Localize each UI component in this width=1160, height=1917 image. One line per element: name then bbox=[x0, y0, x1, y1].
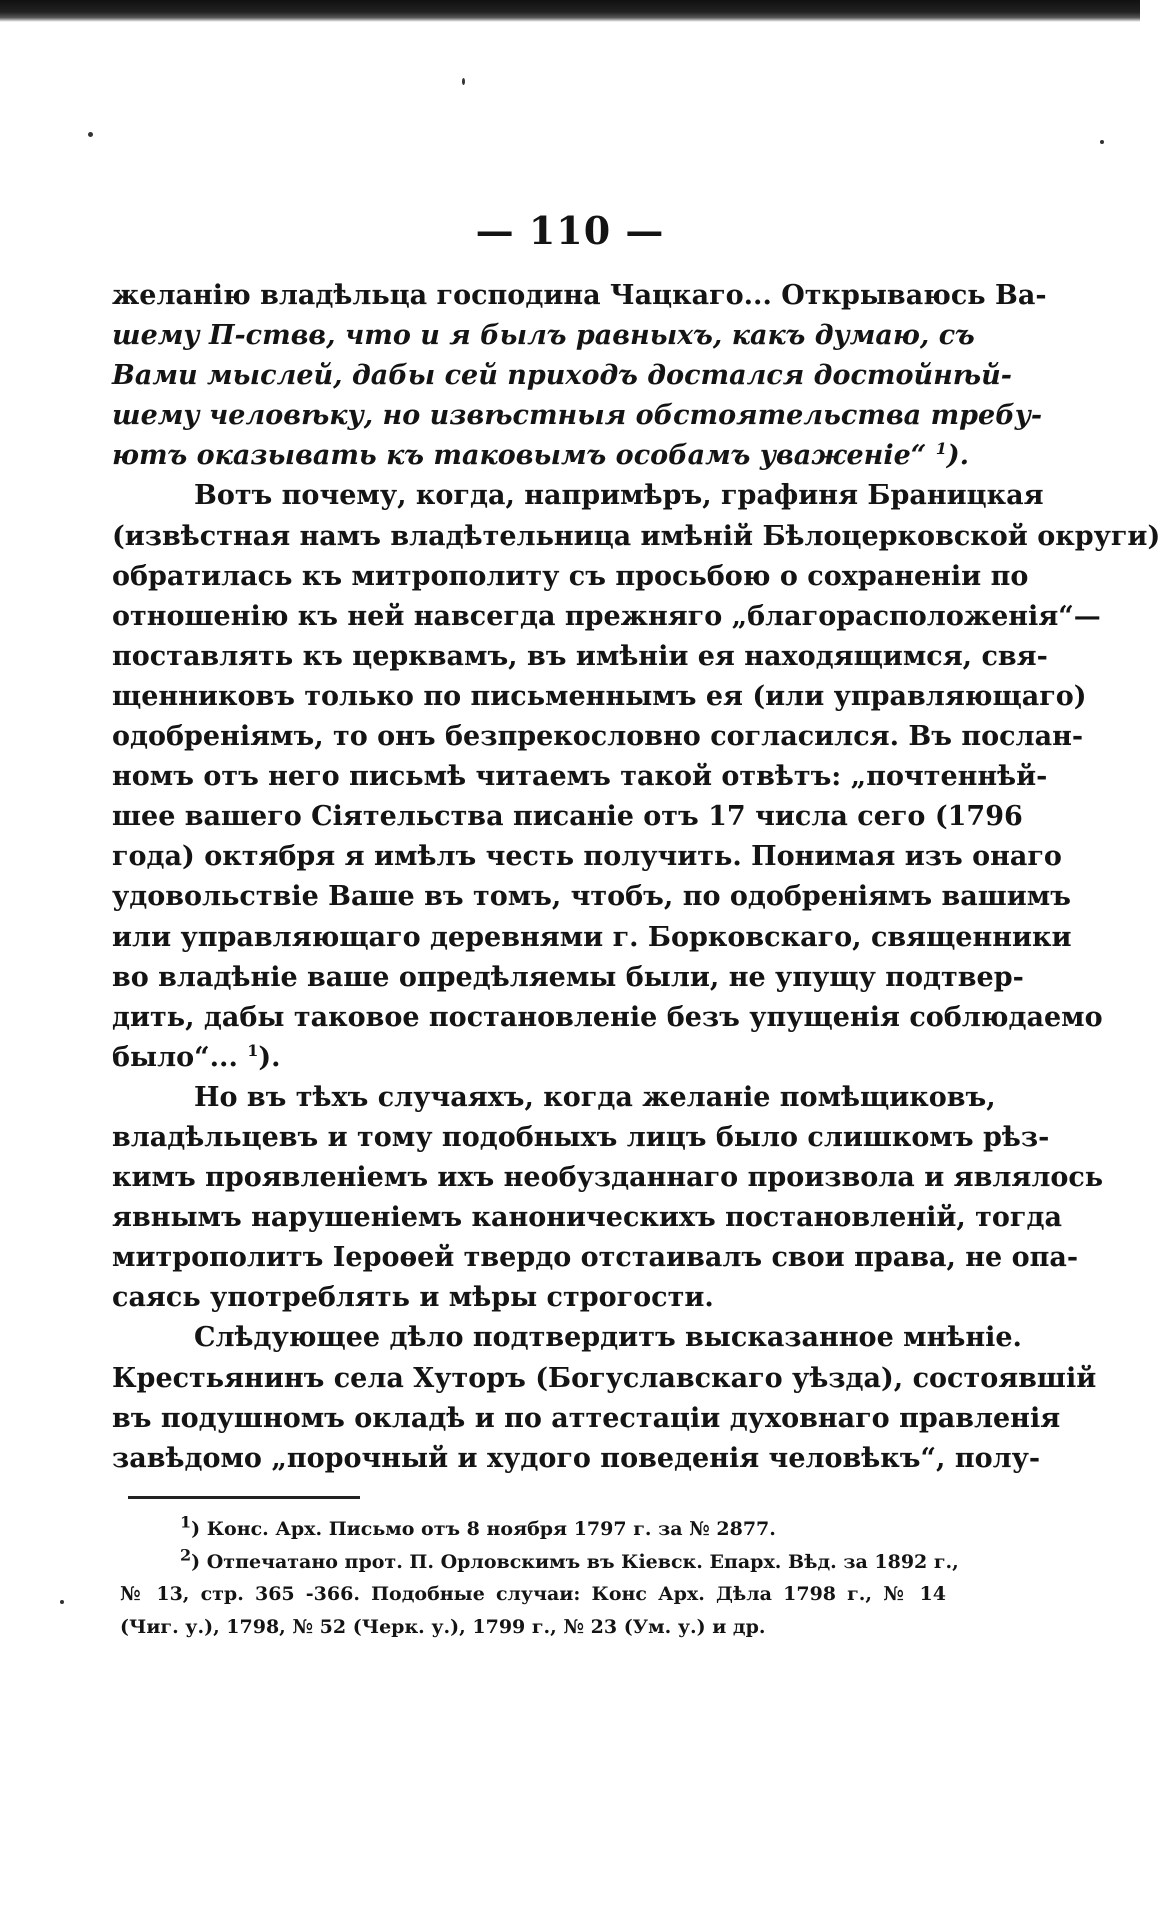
text-line: дить, дабы таковое постановленіе безъ упущенія соблюдаемо bbox=[112, 1001, 1103, 1033]
text-line: номъ отъ него письмѣ читаемъ такой отвѣтъ: „почтеннѣй- bbox=[112, 761, 1048, 793]
text-line: саясь употреблять и мѣры строгости. bbox=[112, 1282, 714, 1314]
text-line: года) октября я имѣлъ честь получить. Понимая изъ онаго bbox=[112, 841, 1062, 873]
scan-speck bbox=[88, 132, 93, 137]
footnote-marker: 1 bbox=[180, 1512, 192, 1532]
scan-top-edge bbox=[0, 0, 1140, 22]
text-line: щенниковъ только по письменнымъ ея (или управляющаго) bbox=[112, 680, 1087, 712]
text-line: завѣдомо „порочный и худого поведенія человѣкъ“, полу- bbox=[112, 1442, 1041, 1474]
footnote-2 bbox=[120, 1545, 959, 1579]
text-line: явнымъ нарушеніемъ каноническихъ постановленій, тогда bbox=[112, 1202, 1062, 1234]
text-line bbox=[112, 436, 970, 476]
text-line: въ подушномъ окладѣ и по аттестаціи духовнаго правленія bbox=[112, 1402, 1061, 1434]
text-line: шее вашего Сіятельства писаніе отъ 17 числа сего (1796 bbox=[112, 801, 1023, 833]
footnote-marker: 2 bbox=[180, 1545, 192, 1565]
text-line-part: ). bbox=[258, 1041, 281, 1073]
text-line: Но въ тѣхъ случаяхъ, когда желаніе помѣщиковъ, bbox=[194, 1081, 996, 1113]
text-line: шему человѣку, но извѣстныя обстоятельства требу- bbox=[112, 400, 1043, 432]
text-line-part: было“... bbox=[112, 1041, 238, 1073]
text-line: или управляющаго деревнями г. Борковскаго, священники bbox=[112, 921, 1072, 953]
text-line: шему П-ствв, что и я былъ равныхъ, какъ думаю, съ bbox=[112, 320, 975, 352]
footnote-ref: 1 bbox=[247, 1040, 259, 1060]
page-number: — 110 — bbox=[475, 208, 665, 253]
footnote-text: ) Конс. Арх. Письмо отъ 8 ноября 1797 г. за № 2877. bbox=[191, 1518, 776, 1540]
footnote-divider bbox=[128, 1496, 360, 1499]
scan-speck bbox=[462, 78, 465, 85]
footnote-ref: 1 bbox=[935, 439, 947, 459]
footnote-2-cont: (Чиг. у.), 1798, № 52 (Черк. у.), 1799 г., № 23 (Ум. у.) и др. bbox=[120, 1615, 766, 1638]
text-line: Крестьянинъ села Хуторъ (Богуславскаго уѣзда), состоявшій bbox=[112, 1362, 1097, 1394]
footnote-2-cont: № 13, стр. 365 -366. Подобные случаи: Конс Арх. Дѣла 1798 г., № 14 bbox=[120, 1583, 946, 1605]
text-line: удовольствіе Ваше въ томъ, чтобъ, по одобреніямъ вашимъ bbox=[112, 881, 1071, 913]
text-line: кимъ проявленіемъ ихъ необузданнаго произвола и являлось bbox=[112, 1162, 1104, 1194]
text-line: желанію владѣльца господина Чацкаго... Открываюсь Ва- bbox=[112, 280, 1047, 311]
text-line: во владѣніе ваше опредѣляемы были, не упущу подтвер- bbox=[112, 961, 1024, 993]
text-line-part: ). bbox=[946, 440, 970, 472]
text-line: одобреніямъ, то онъ безпрекословно согласился. Въ послан- bbox=[112, 721, 1084, 753]
text-line: обратилась къ митрополиту съ просьбою о сохраненіи по bbox=[112, 560, 1029, 592]
text-line bbox=[112, 1038, 948, 1078]
scan-speck bbox=[60, 1600, 64, 1604]
text-line: Вотъ почему, когда, напримѣръ, графиня Браницкая bbox=[194, 480, 1044, 512]
footnote-text: ) Отпечатано прот. П. Орловскимъ въ Кіевск. Епарх. Вѣд. за 1892 г., bbox=[191, 1550, 959, 1573]
text-line: (извѣстная намъ владѣтельница имѣній Бѣлоцерковской округи) bbox=[112, 520, 1160, 552]
text-line: поставлять къ церквамъ, въ имѣніи ея находящимся, свя- bbox=[112, 640, 1048, 672]
text-line: владѣльцевъ и тому подобныхъ лицъ было слишкомъ рѣз- bbox=[112, 1121, 1050, 1153]
text-line: Вами мыслей, дабы сей приходъ достался достойнѣй- bbox=[112, 360, 1012, 392]
text-line: Слѣдующее дѣло подтвердитъ высказанное мнѣніе. bbox=[194, 1322, 1022, 1354]
footnote-1 bbox=[120, 1513, 946, 1546]
footnotes bbox=[120, 1512, 959, 1643]
text-line-part: ютъ оказывать къ таковымъ особамъ уваженіе“ bbox=[112, 440, 927, 472]
text-line: митрополитъ Іероѳей твердо отстаивалъ свои права, не опа- bbox=[112, 1242, 1079, 1274]
scan-speck bbox=[1100, 140, 1104, 144]
body-text bbox=[112, 276, 1160, 1479]
text-line: отношенію къ ней навсегда прежняго „благорасположенія“— bbox=[112, 600, 1101, 632]
